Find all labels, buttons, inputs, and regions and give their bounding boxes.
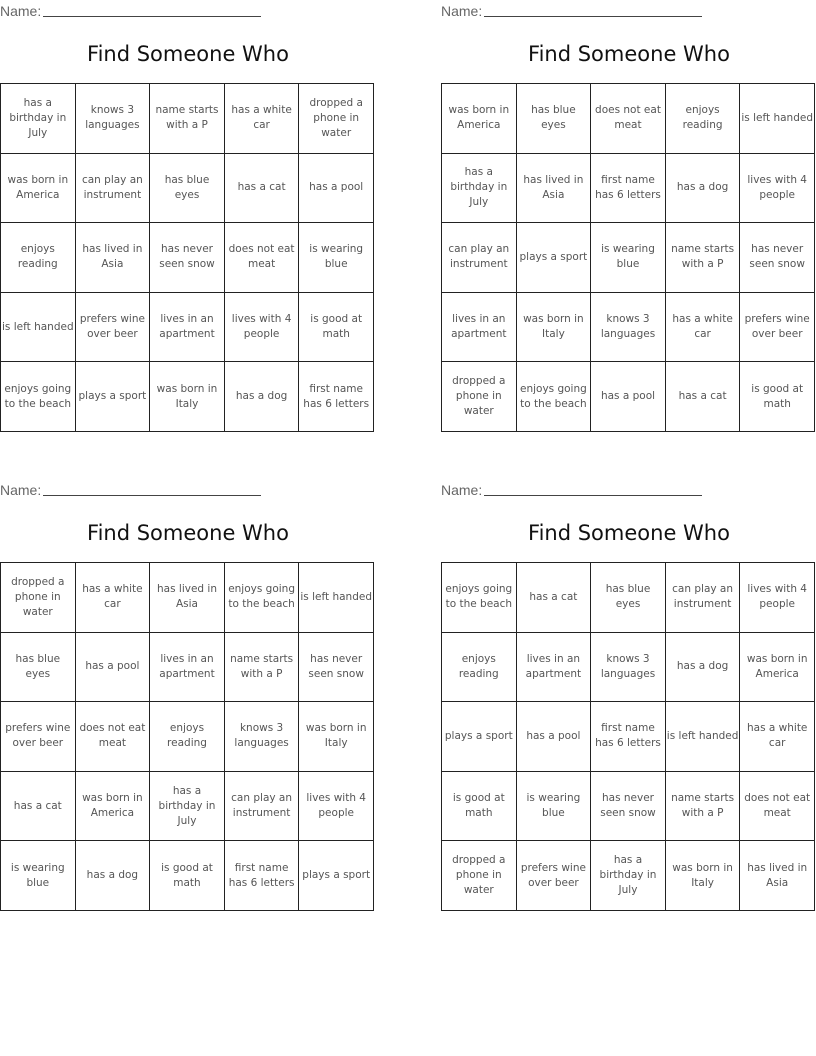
bingo-cell[interactable]: was born in Italy: [517, 293, 592, 363]
name-label: Name:: [441, 482, 483, 498]
bingo-cell[interactable]: dropped a phone in water: [299, 84, 374, 154]
bingo-cell[interactable]: has never seen snow: [150, 223, 225, 293]
bingo-card-1: [0, 0, 376, 440]
bingo-cell[interactable]: has never seen snow: [299, 633, 374, 703]
bingo-cell[interactable]: was born in America: [76, 772, 151, 842]
bingo-cell[interactable]: first name has 6 letters: [299, 362, 374, 432]
bingo-cell[interactable]: plays a sport: [299, 841, 374, 911]
bingo-cell[interactable]: lives in an apartment: [442, 293, 517, 363]
bingo-cell[interactable]: enjoys going to the beach: [225, 563, 300, 633]
bingo-cell[interactable]: was born in America: [740, 633, 815, 703]
bingo-cell[interactable]: plays a sport: [442, 702, 517, 772]
bingo-cell[interactable]: knows 3 languages: [225, 702, 300, 772]
bingo-cell[interactable]: plays a sport: [517, 223, 592, 293]
bingo-cell[interactable]: can play an instrument: [225, 772, 300, 842]
bingo-cell[interactable]: enjoys reading: [666, 84, 741, 154]
bingo-grid: [441, 562, 815, 911]
bingo-cell[interactable]: has a cat: [666, 362, 741, 432]
bingo-cell[interactable]: knows 3 languages: [591, 293, 666, 363]
bingo-cell[interactable]: has a birthday in July: [442, 154, 517, 224]
bingo-cell[interactable]: has blue eyes: [517, 84, 592, 154]
card-title: Find Someone Who: [87, 42, 289, 66]
bingo-cell[interactable]: dropped a phone in water: [442, 841, 517, 911]
bingo-cell[interactable]: is left handed: [299, 563, 374, 633]
bingo-cell[interactable]: has a pool: [299, 154, 374, 224]
bingo-cell[interactable]: has a birthday in July: [591, 841, 666, 911]
bingo-cell[interactable]: does not eat meat: [740, 772, 815, 842]
bingo-cell[interactable]: can play an instrument: [442, 223, 517, 293]
bingo-cell[interactable]: was born in Italy: [666, 841, 741, 911]
bingo-cell[interactable]: can play an instrument: [76, 154, 151, 224]
bingo-cell[interactable]: has blue eyes: [150, 154, 225, 224]
bingo-cell[interactable]: knows 3 languages: [591, 633, 666, 703]
bingo-cell[interactable]: has lived in Asia: [76, 223, 151, 293]
bingo-cell[interactable]: is left handed: [1, 293, 76, 363]
bingo-cell[interactable]: enjoys reading: [150, 702, 225, 772]
bingo-cell[interactable]: has a dog: [666, 633, 741, 703]
card-title: Find Someone Who: [87, 521, 289, 545]
bingo-cell[interactable]: has a pool: [517, 702, 592, 772]
bingo-cell[interactable]: lives in an apartment: [150, 293, 225, 363]
bingo-cell[interactable]: has a white car: [76, 563, 151, 633]
bingo-cell[interactable]: is good at math: [740, 362, 815, 432]
bingo-cell[interactable]: was born in America: [1, 154, 76, 224]
bingo-cell[interactable]: has a pool: [76, 633, 151, 703]
name-field[interactable]: [0, 481, 261, 499]
name-label: Name:: [0, 482, 42, 498]
bingo-cell[interactable]: name starts with a P: [150, 84, 225, 154]
bingo-cell[interactable]: name starts with a P: [225, 633, 300, 703]
name-field[interactable]: [441, 2, 702, 20]
bingo-cell[interactable]: prefers wine over beer: [76, 293, 151, 363]
bingo-cell[interactable]: was born in Italy: [299, 702, 374, 772]
bingo-cell[interactable]: was born in Italy: [150, 362, 225, 432]
bingo-cell[interactable]: has lived in Asia: [517, 154, 592, 224]
bingo-cell[interactable]: lives with 4 people: [740, 563, 815, 633]
name-underline[interactable]: [484, 481, 702, 496]
bingo-grid: [441, 83, 815, 432]
bingo-cell[interactable]: is wearing blue: [1, 841, 76, 911]
bingo-cell[interactable]: lives with 4 people: [740, 154, 815, 224]
bingo-cell[interactable]: does not eat meat: [591, 84, 666, 154]
bingo-cell[interactable]: is left handed: [666, 702, 741, 772]
bingo-cell[interactable]: has a white car: [666, 293, 741, 363]
bingo-cell[interactable]: first name has 6 letters: [591, 154, 666, 224]
bingo-cell[interactable]: has a birthday in July: [150, 772, 225, 842]
name-label: Name:: [0, 3, 42, 19]
bingo-cell[interactable]: name starts with a P: [666, 223, 741, 293]
bingo-cell[interactable]: lives in an apartment: [150, 633, 225, 703]
bingo-cell[interactable]: prefers wine over beer: [1, 702, 76, 772]
bingo-cell[interactable]: is left handed: [740, 84, 815, 154]
bingo-cell[interactable]: enjoys going to the beach: [517, 362, 592, 432]
bingo-cell[interactable]: plays a sport: [76, 362, 151, 432]
bingo-cell[interactable]: has never seen snow: [591, 772, 666, 842]
bingo-cell[interactable]: is wearing blue: [299, 223, 374, 293]
bingo-card-4: [441, 479, 816, 919]
bingo-cell[interactable]: has a dog: [666, 154, 741, 224]
bingo-cell[interactable]: has a cat: [225, 154, 300, 224]
bingo-cell[interactable]: has blue eyes: [591, 563, 666, 633]
bingo-cell[interactable]: enjoys reading: [1, 223, 76, 293]
bingo-cell[interactable]: has a dog: [225, 362, 300, 432]
name-underline[interactable]: [484, 2, 702, 17]
bingo-card-2: [441, 0, 816, 440]
bingo-cell[interactable]: lives in an apartment: [517, 633, 592, 703]
bingo-cell[interactable]: dropped a phone in water: [1, 563, 76, 633]
bingo-cell[interactable]: knows 3 languages: [76, 84, 151, 154]
bingo-cell[interactable]: has a pool: [591, 362, 666, 432]
bingo-cell[interactable]: was born in America: [442, 84, 517, 154]
bingo-cell[interactable]: has a cat: [517, 563, 592, 633]
bingo-cell[interactable]: is good at math: [150, 841, 225, 911]
bingo-cell[interactable]: is good at math: [442, 772, 517, 842]
name-field[interactable]: [0, 2, 261, 20]
bingo-cell[interactable]: has never seen snow: [740, 223, 815, 293]
card-title: Find Someone Who: [528, 42, 730, 66]
bingo-card-3: [0, 479, 376, 919]
bingo-cell[interactable]: dropped a phone in water: [442, 362, 517, 432]
bingo-cell[interactable]: lives with 4 people: [299, 772, 374, 842]
name-underline[interactable]: [43, 481, 261, 496]
bingo-cell[interactable]: has lived in Asia: [740, 841, 815, 911]
name-underline[interactable]: [43, 2, 261, 17]
bingo-cell[interactable]: has lived in Asia: [150, 563, 225, 633]
bingo-cell[interactable]: does not eat meat: [225, 223, 300, 293]
bingo-cell[interactable]: has a white car: [225, 84, 300, 154]
bingo-cell[interactable]: prefers wine over beer: [517, 841, 592, 911]
bingo-cell[interactable]: enjoys reading: [442, 633, 517, 703]
name-label: Name:: [441, 3, 483, 19]
bingo-cell[interactable]: first name has 6 letters: [591, 702, 666, 772]
bingo-cell[interactable]: has a cat: [1, 772, 76, 842]
bingo-grid: [0, 562, 374, 911]
bingo-cell[interactable]: is good at math: [299, 293, 374, 363]
bingo-cell[interactable]: has a birthday in July: [1, 84, 76, 154]
bingo-cell[interactable]: enjoys going to the beach: [1, 362, 76, 432]
bingo-cell[interactable]: lives with 4 people: [225, 293, 300, 363]
card-title: Find Someone Who: [528, 521, 730, 545]
bingo-cell[interactable]: can play an instrument: [666, 563, 741, 633]
name-field[interactable]: [441, 481, 702, 499]
bingo-cell[interactable]: enjoys going to the beach: [442, 563, 517, 633]
bingo-cell[interactable]: has a dog: [76, 841, 151, 911]
bingo-grid: [0, 83, 374, 432]
bingo-cell[interactable]: is wearing blue: [517, 772, 592, 842]
bingo-cell[interactable]: has a white car: [740, 702, 815, 772]
bingo-cell[interactable]: does not eat meat: [76, 702, 151, 772]
bingo-cell[interactable]: prefers wine over beer: [740, 293, 815, 363]
bingo-cell[interactable]: name starts with a P: [666, 772, 741, 842]
bingo-cell[interactable]: first name has 6 letters: [225, 841, 300, 911]
bingo-cell[interactable]: has blue eyes: [1, 633, 76, 703]
bingo-cell[interactable]: is wearing blue: [591, 223, 666, 293]
